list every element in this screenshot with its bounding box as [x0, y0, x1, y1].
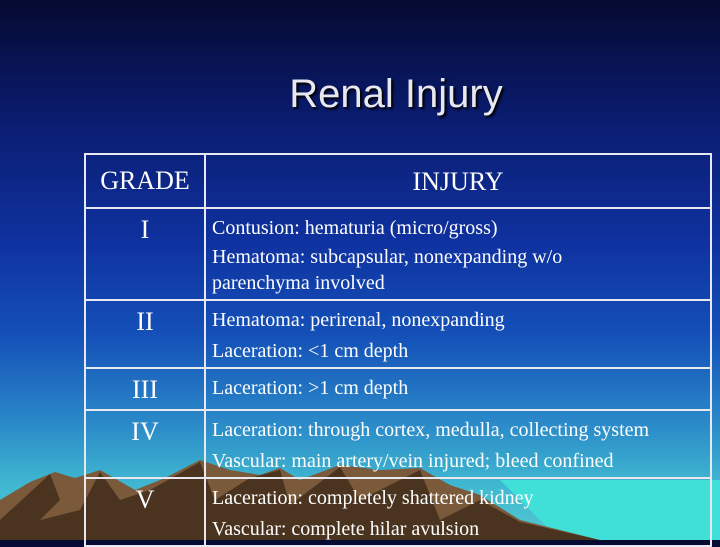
injury-cell: [205, 368, 711, 410]
injury-line: Vascular: complete hilar avulsion: [212, 518, 480, 540]
injury-line: Vascular: main artery/vein injured; bleed confined: [212, 450, 614, 472]
slide-title: Renal Injury: [289, 72, 503, 116]
injury-cell: [205, 478, 711, 546]
table-row: [85, 368, 711, 410]
header-injury: INJURY: [205, 154, 711, 208]
table-row: [85, 410, 711, 478]
injury-line: Laceration: >1 cm depth: [212, 377, 409, 399]
table-row: [85, 300, 711, 368]
injury-line: Laceration: <1 cm depth: [212, 340, 409, 362]
grade-cell: III: [85, 368, 205, 410]
grade-cell: II: [85, 300, 205, 368]
header-grade: GRADE: [85, 154, 205, 208]
grade-cell: V: [85, 478, 205, 546]
grade-cell: IV: [85, 410, 205, 478]
table-row: [85, 478, 711, 546]
renal-injury-grade-table: [84, 153, 712, 547]
injury-cell: [205, 410, 711, 478]
injury-line: Contusion: hematuria (micro/gross): [212, 217, 498, 239]
injury-cell: [205, 300, 711, 368]
table-row: [85, 208, 711, 300]
injury-cell: [205, 208, 711, 300]
injury-line: Hematoma: subcapsular, nonexpanding w/o parenchyma involved: [212, 246, 563, 294]
injury-line: Hematoma: perirenal, nonexpanding: [212, 309, 505, 331]
injury-line: Laceration: completely shattered kidney: [212, 487, 534, 509]
grade-cell: I: [85, 208, 205, 300]
table-header-row: [85, 154, 711, 208]
injury-line: Laceration: through cortex, medulla, collecting system: [212, 419, 650, 441]
